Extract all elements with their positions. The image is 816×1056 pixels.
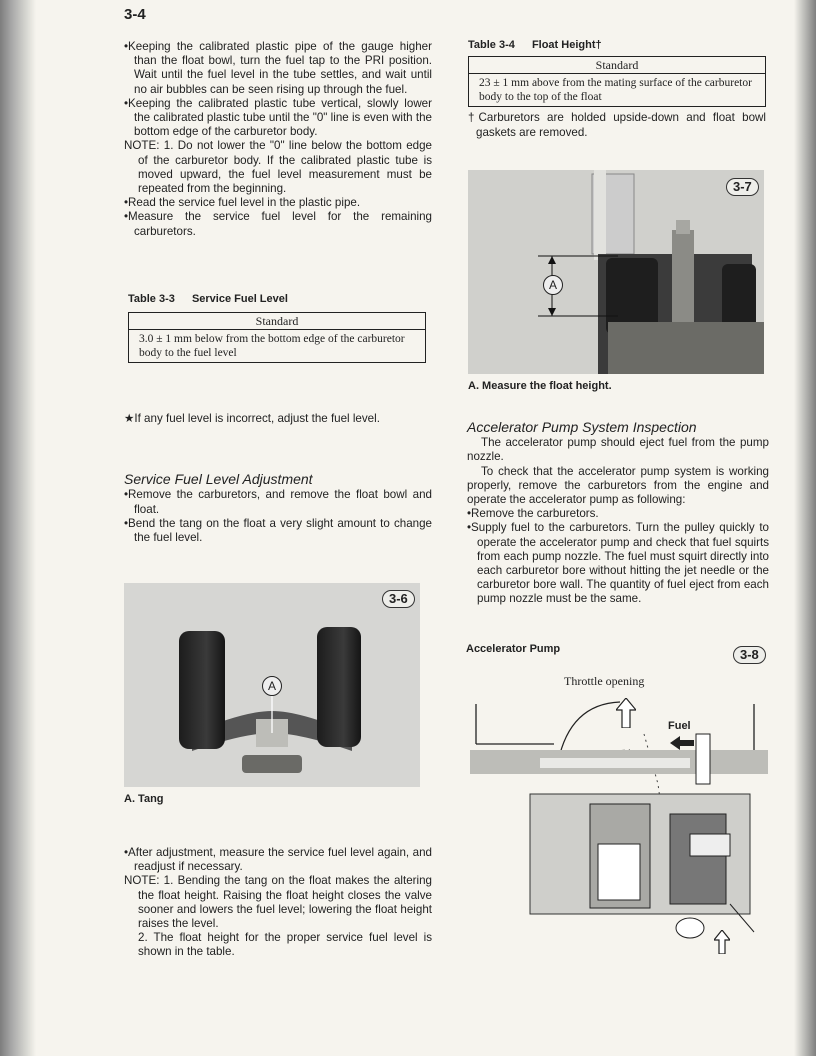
note: NOTE: 1. Bending the tang on the float makes the altering the float height. Raising the float height closes the valve sooner and lowers the fuel level; lowering the float height raises the level. xyxy=(124,874,432,931)
figure-caption: A. Measure the float height. xyxy=(468,380,612,392)
figure-caption: A. Tang xyxy=(124,793,164,805)
pump-line-drawing xyxy=(470,694,768,960)
table-header: Standard xyxy=(469,57,765,74)
figure-badge: 3-8 xyxy=(733,646,766,664)
paragraph: To check that the accelerator pump system is working properly, remove the carburetors from the engine and operate the accelerator pump as following: xyxy=(467,464,769,507)
paragraph: •Keeping the calibrated plastic tube vertical, slowly lower the calibrated plastic tube until the "0" line is even with the bottom edge of the carburetor body. xyxy=(124,96,432,139)
right-column-text xyxy=(467,420,769,607)
table-box xyxy=(128,312,426,363)
table-title xyxy=(468,38,766,52)
note: NOTE: 1. Do not lower the "0" line below the bottom edge of the carburetor body. If the calibrated plastic tube is moved upward, the fuel level measurement must be repeated from the beginning. xyxy=(124,139,432,196)
throttle-label: Throttle opening xyxy=(564,674,645,688)
left-column-mid xyxy=(124,412,432,545)
page-number: 3-4 xyxy=(124,6,146,23)
paragraph: •Bend the tang on the float a very slight amount to change the fuel level. xyxy=(124,516,432,545)
table-box xyxy=(468,56,766,107)
page-edge-shadow xyxy=(794,0,816,1056)
figure-3-7-photo xyxy=(468,170,764,374)
section-heading: Accelerator Pump System Inspection xyxy=(467,419,697,435)
paragraph: ★If any fuel level is incorrect, adjust the fuel level. xyxy=(124,412,380,425)
paragraph: •Measure the service fuel level for the remaining carburetors. xyxy=(124,210,432,238)
paragraph: •After adjustment, measure the service fuel level again, and readjust if necessary. xyxy=(124,846,432,874)
fuel-arrow-icon xyxy=(670,736,694,750)
open-arrow-icon xyxy=(714,930,730,954)
paragraph: •Remove the carburetors, and remove the float bowl and float. xyxy=(124,488,432,516)
paragraph: •Supply fuel to the carburetors. Turn the pulley quickly to operate the accelerator pump and check that fuel squirts from each pump nozzle. The fuel must squirt directly into each carburetor bore without hitting the jet needle or the carburetor bore wall. The quantity of fuel eject from each pump nozzle must be the same. xyxy=(467,521,769,606)
table-cell: 3.0 ± 1 mm below from the bottom edge of the carburetor body to the fuel level xyxy=(139,333,405,360)
open-arrow-icon xyxy=(616,698,636,728)
table-label: Table 3-4 xyxy=(468,39,515,51)
marker-a: A xyxy=(262,676,282,696)
figure-badge: 3-6 xyxy=(382,590,415,608)
table-name: Float Height† xyxy=(531,39,602,51)
accelerator-pump-diagram xyxy=(470,694,768,960)
left-column-bottom xyxy=(124,846,432,960)
table-3-3 xyxy=(128,292,426,363)
dagger-note: †Carburetors are holded upside-down and float bowl gaskets are removed. xyxy=(468,111,766,139)
note: 2. The float height for the proper service fuel level is shown in the table. xyxy=(138,931,432,959)
paragraph: •Read the service fuel level in the plastic pipe. xyxy=(124,196,361,210)
table-3-4 xyxy=(468,38,766,140)
paragraph: •Remove the carburetors. xyxy=(467,507,599,521)
figure-badge: 3-7 xyxy=(726,178,759,196)
fuel-label: Fuel xyxy=(668,720,691,732)
table-name: Service Fuel Level xyxy=(191,293,288,305)
paragraph: The accelerator pump should eject fuel from the pump nozzle. xyxy=(467,436,769,464)
paragraph: •Keeping the calibrated plastic pipe of the gauge higher than the float bowl, turn the fuel tap to the PRI position. Wait until the fuel level in the tube settles, and wait until no air bubbles can be seen rising up through the fuel. xyxy=(124,40,432,96)
float-height-illustration xyxy=(468,170,764,374)
figure-title: Accelerator Pump xyxy=(466,643,561,655)
table-cell: 23 ± 1 mm above from the mating surface of the carburetor body to the top of the float xyxy=(479,77,752,104)
section-heading: Service Fuel Level Adjustment xyxy=(124,471,313,488)
binding-shadow xyxy=(0,0,36,1056)
marker-a: A xyxy=(543,275,563,295)
table-title xyxy=(128,292,426,306)
left-column xyxy=(124,40,432,239)
table-label: Table 3-3 xyxy=(128,293,175,305)
table-header: Standard xyxy=(129,313,425,330)
